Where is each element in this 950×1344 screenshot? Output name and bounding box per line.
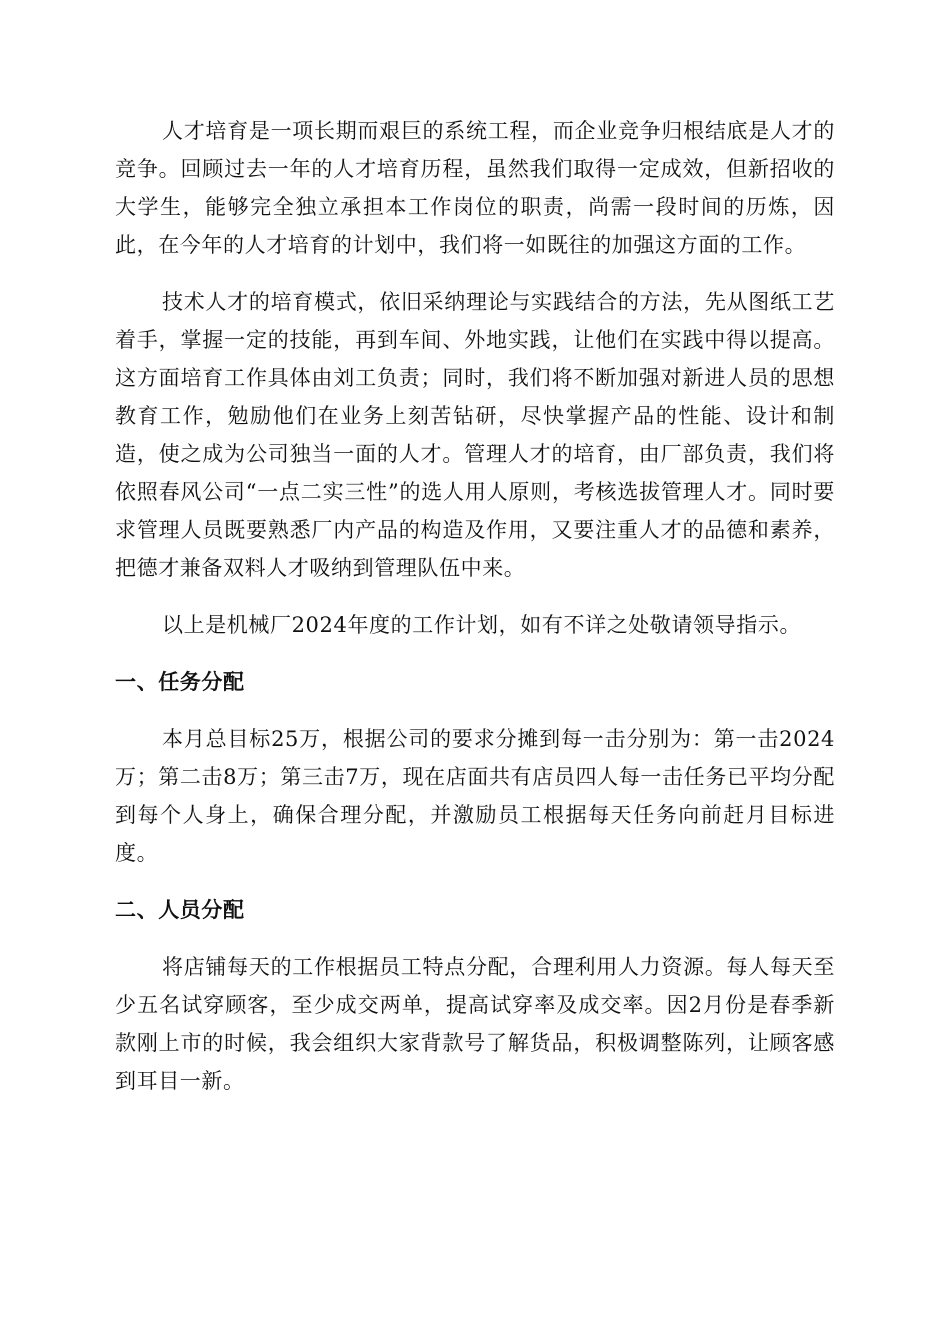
section-heading-staff-allocation: 二、人员分配: [115, 898, 245, 922]
paragraph-staff-allocation: 将店铺每天的工作根据员工特点分配，合理利用人力资源。每人每天至少五名试穿顾客，至少成交两单，提高试穿率及成交率。因2月份是春季新款刚上市的时候，我会组织大家背款号了解货品，积极调整陈列，让顾客感到耳目一新。: [115, 955, 835, 1093]
paragraph-training-model: 技术人才的培育模式，依旧采纳理论与实践结合的方法，先从图纸工艺着手，掌握一定的技能，再到车间、外地实践，让他们在实践中得以提高。这方面培育工作具体由刘工负责；同时，我们将不断加强对新进人员的思想教育工作，勉励他们在业务上刻苦钻研，尽快掌握产品的性能、设计和制造，使之成为公司独当一面的人才。管理人才的培育，由厂部负责，我们将依照春风公司“一点二实三性”的选人用人原则，考核选拔管理人才。同时要求管理人员既要熟悉厂内产品的构造及作用，又要注重人才的品德和素养，把德才兼备双料人才吸纳到管理队伍中来。: [115, 290, 835, 580]
paragraph-talent-cultivation: 人才培育是一项长期而艰巨的系统工程，而企业竞争归根结底是人才的竞争。回顾过去一年的人才培育历程，虽然我们取得一定成效，但新招收的大学生，能够完全独立承担本工作岗位的职责，尚需一段时间的历炼，因此，在今年的人才培育的计划中，我们将一如既往的加强这方面的工作。: [115, 119, 835, 257]
document-page: [115, 112, 835, 1119]
section-heading-task-allocation: 一、任务分配: [115, 670, 245, 694]
paragraph-task-allocation: 本月总目标25万，根据公司的要求分摊到每一击分别为：第一击2024万；第二击8万；第三击7万，现在店面共有店员四人每一击任务已平均分配到每个人身上，确保合理分配，并激励员工根据每天任务向前赶月目标进度。: [115, 727, 835, 865]
paragraph-closing-remark: 以上是机械厂2024年度的工作计划，如有不详之处敬请领导指示。: [162, 613, 802, 637]
